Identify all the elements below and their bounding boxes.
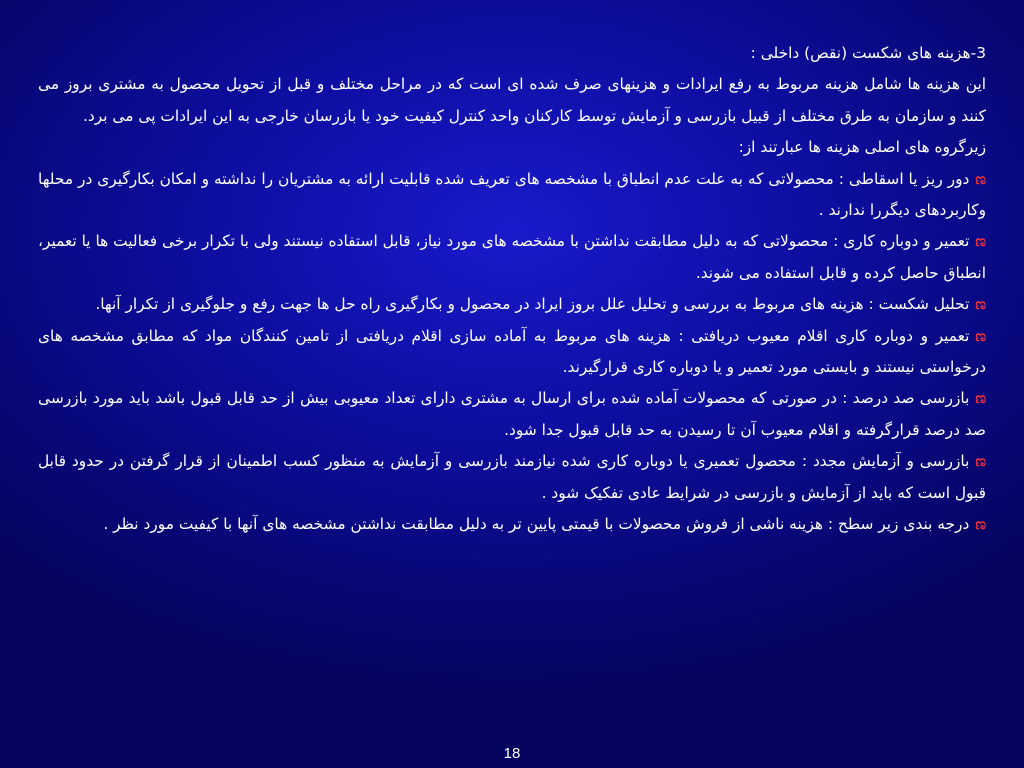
bullet-item-supplier-rework bbox=[38, 321, 986, 384]
bullet-text: درجه بندی زیر سطح : هزینه ناشی از فروش محصولات با قیمتی پایین تر به دلیل مطابقت نداشتن مشخصه های آنها با کیفیت مورد نظر . bbox=[103, 515, 970, 534]
bullet-flourish-icon: ಣ bbox=[975, 326, 986, 345]
page-number: 18 bbox=[503, 745, 521, 762]
bullet-text: تعمیر و دوباره کاری اقلام معیوب دریافتی : هزینه های مربوط به آماده سازی اقلام دریافتی از تامین کنندگان مواد که مطابق مشخصه های درخواستی نیستند و بایستی مورد تعمیر و یا دوباره کاری قرارگیرند. bbox=[38, 326, 986, 377]
section-heading: 3-هزینه های شکست (نقص) داخلی : bbox=[750, 44, 986, 62]
bullet-flourish-icon: ಣ bbox=[975, 389, 986, 408]
bullet-text: تعمیر و دوباره کاری : محصولاتی که به دلیل مطابقت نداشتن با مشخصه های مورد نیاز، قابل استفاده نیستند ولی با تکرار برخی فعالیت ها یا تعمیر، انطباق حاصل کرده و قابل استفاده می شوند. bbox=[38, 232, 986, 282]
bullet-text: بازرسی و آزمایش مجدد : محصول تعمیری یا دوباره کاری شده نیازمند بازرسی و آزمایش به منظور کسب اطمینان از قرار گرفتن در حدود قابل قبول است که باید از آزمایش و بازرسی در شرایط عادی تفکیک شود . bbox=[38, 452, 986, 502]
bullet-flourish-icon: ಣ bbox=[975, 295, 986, 314]
bullet-text: تحلیل شکست : هزینه های مربوط به بررسی و تحلیل علل بروز ایراد در محصول و بکارگیری راه حل ها جهت رفع و جلوگیری از تکرار آنها. bbox=[95, 295, 970, 314]
bullet-text: دور ریز یا اسقاطی : محصولاتی که به علت عدم انطباق با مشخصه های تعریف شده قابلیت ارائه به مشتریان را نداشته و امکان بکارگیری در محلها وکاربردهای دیگررا ندارند . bbox=[38, 169, 986, 220]
bullet-flourish-icon: ಣ bbox=[975, 169, 986, 188]
bullet-item-full-inspection bbox=[38, 383, 986, 446]
slide-body bbox=[38, 38, 986, 541]
bullet-item-downgrading bbox=[38, 509, 986, 540]
bullet-flourish-icon: ಣ bbox=[975, 515, 986, 534]
bullet-text: بازرسی صد درصد : در صورتی که محصولات آماده شده برای ارسال به مشتری دارای تعداد معیوبی بیش از حد قابل قبول باشد باید مورد بازرسی صد درصد قرارگرفته و اقلام معیوب آن تا رسیدن به حد قابل قبول جدا شود. bbox=[38, 389, 986, 439]
subgroups-title: زیرگروه های اصلی هزینه ها عبارتند از: bbox=[738, 138, 986, 157]
bullet-flourish-icon: ಣ bbox=[975, 452, 986, 471]
bullet-item-reinspection bbox=[38, 446, 986, 509]
bullet-item-failure-analysis bbox=[38, 289, 986, 320]
intro-paragraph: این هزینه ها شامل هزینه مربوط به رفع ایرادات و هزینهای صرف شده ای است که در مراحل مختلف و قبل از تحویل محصول به مشتری بروز می کنند و سازمان به طرق مختلف از قبیل بازرسی و آزمایش توسط کارکنان واحد کنترل کیفیت خود یا بازرسان خارجی به این ایرادات پی می برد. bbox=[38, 75, 986, 125]
bullet-flourish-icon: ಣ bbox=[975, 232, 986, 251]
bullet-item-scrap bbox=[38, 164, 986, 227]
bullet-item-rework bbox=[38, 226, 986, 289]
